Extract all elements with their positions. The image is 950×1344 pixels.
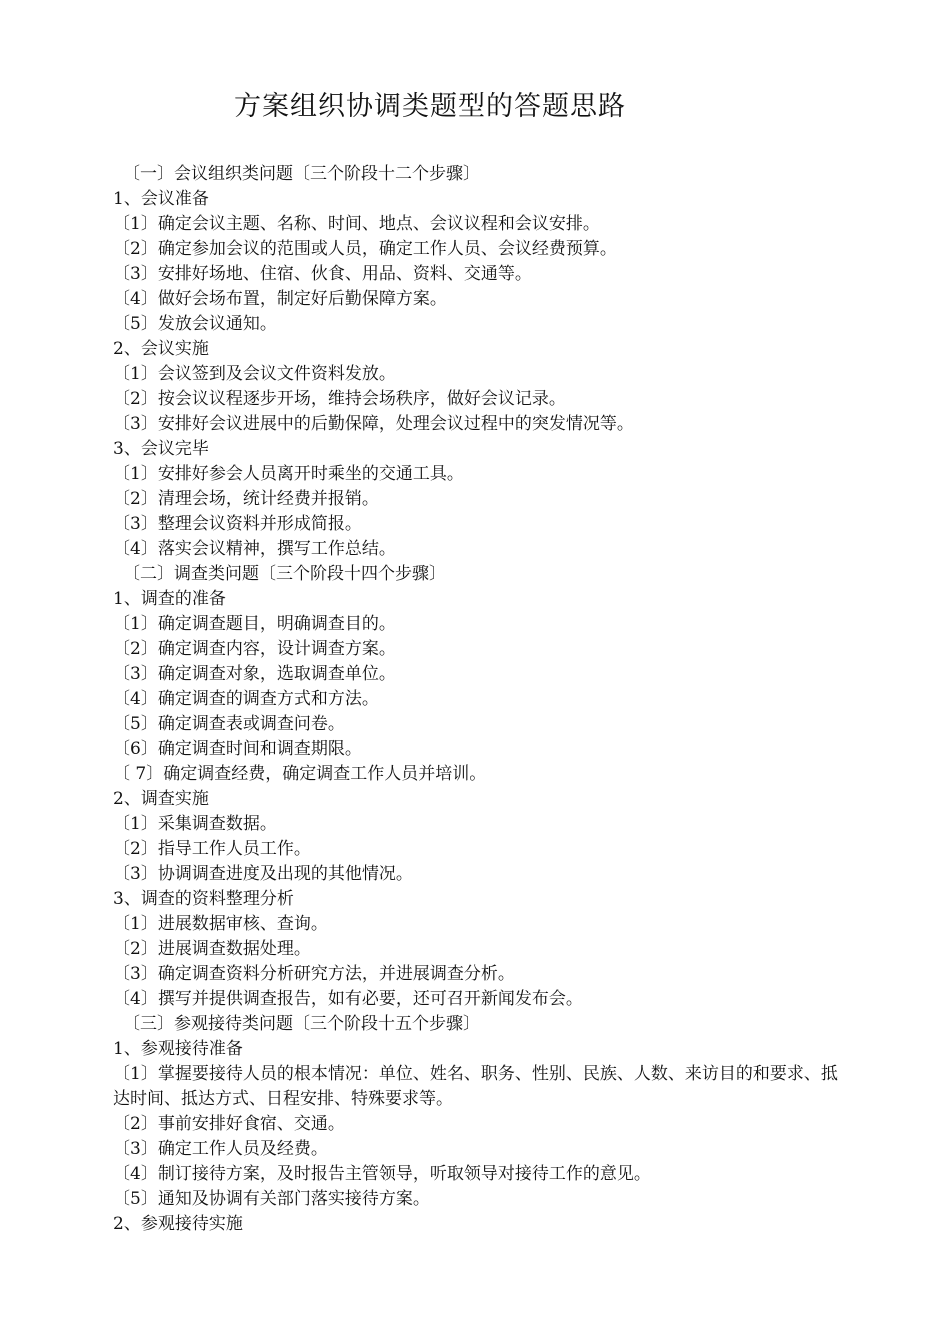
stage-heading: 2、调查实施	[113, 789, 209, 809]
document-body	[113, 162, 843, 1237]
step-item: 〔2〕指导工作人员工作。	[113, 839, 311, 859]
stage-heading: 1、调查的准备	[113, 589, 226, 609]
section-heading: 〔三〕参观接待类问题〔三个阶段十五个步骤〕	[123, 1014, 480, 1034]
step-item: 〔1〕会议签到及会议文件资料发放。	[113, 364, 396, 384]
step-item: 〔3〕安排好会议进展中的后勤保障，处理会议过程中的突发情况等。	[113, 414, 634, 434]
document-title: 方案组织协调类题型的答题思路	[234, 91, 626, 122]
step-item: 〔3〕协调调查进度及出现的其他情况。	[113, 864, 413, 884]
step-item: 〔1〕确定会议主题、名称、时间、地点、会议议程和会议安排。	[113, 214, 600, 234]
step-item: 〔6〕确定调查时间和调查期限。	[113, 739, 362, 759]
step-item: 〔2〕清理会场，统计经费并报销。	[113, 489, 379, 509]
step-item: 〔5〕通知及协调有关部门落实接待方案。	[113, 1189, 430, 1209]
step-item: 〔2〕确定参加会议的范围或人员，确定工作人员、会议经费预算。	[113, 239, 617, 259]
step-item: 〔2〕按会议议程逐步开场，维持会场秩序，做好会议记录。	[113, 389, 566, 409]
step-item: 〔3〕安排好场地、住宿、伙食、用品、资料、交通等。	[113, 264, 532, 284]
section-heading: 〔一〕会议组织类问题〔三个阶段十二个步骤〕	[123, 164, 480, 184]
step-item: 〔4〕撰写并提供调查报告，如有必要，还可召开新闻发布会。	[113, 989, 583, 1009]
step-item: 〔2〕确定调查内容，设计调查方案。	[113, 639, 396, 659]
step-item: 〔4〕做好会场布置，制定好后勤保障方案。	[113, 289, 447, 309]
stage-heading: 1、会议准备	[113, 189, 209, 209]
step-item: 〔4〕落实会议精神，撰写工作总结。	[113, 539, 396, 559]
step-item: 〔1〕采集调查数据。	[113, 814, 277, 834]
step-item: 〔1〕进展数据审核、查询。	[113, 914, 328, 934]
step-item: 〔3〕整理会议资料并形成简报。	[113, 514, 362, 534]
step-item: 〔1〕确定调查题目，明确调查目的。	[113, 614, 396, 634]
section-heading: 〔二〕调查类问题〔三个阶段十四个步骤〕	[123, 564, 446, 584]
step-item: 〔3〕确定工作人员及经费。	[113, 1139, 328, 1159]
step-item: 〔5〕确定调查表或调查问卷。	[113, 714, 345, 734]
step-item: 〔5〕发放会议通知。	[113, 314, 277, 334]
step-item: 〔3〕确定调查对象，选取调查单位。	[113, 664, 396, 684]
step-item: 〔2〕进展调查数据处理。	[113, 939, 311, 959]
step-item: 〔1〕安排好参会人员离开时乘坐的交通工具。	[113, 464, 464, 484]
step-item: 〔4〕制订接待方案，及时报告主管领导，听取领导对接待工作的意见。	[113, 1164, 651, 1184]
stage-heading: 2、参观接待实施	[113, 1214, 243, 1234]
step-item: 〔1〕掌握要接待人员的根本情况：单位、姓名、职务、性别、民族、人数、来访目的和要求、抵达时间、抵达方式、日程安排、特殊要求等。	[113, 1064, 838, 1109]
stage-heading: 3、会议完毕	[113, 439, 209, 459]
stage-heading: 1、参观接待准备	[113, 1039, 243, 1059]
step-item: 〔4〕确定调查的调查方式和方法。	[113, 689, 379, 709]
step-item: 〔3〕确定调查资料分析研究方法，并进展调查分析。	[113, 964, 515, 984]
stage-heading: 3、调查的资料整理分析	[113, 889, 294, 909]
stage-heading: 2、会议实施	[113, 339, 209, 359]
step-item: 〔 7〕确定调查经费，确定调查工作人员并培训。	[113, 764, 487, 784]
step-item: 〔2〕事前安排好食宿、交通。	[113, 1114, 345, 1134]
